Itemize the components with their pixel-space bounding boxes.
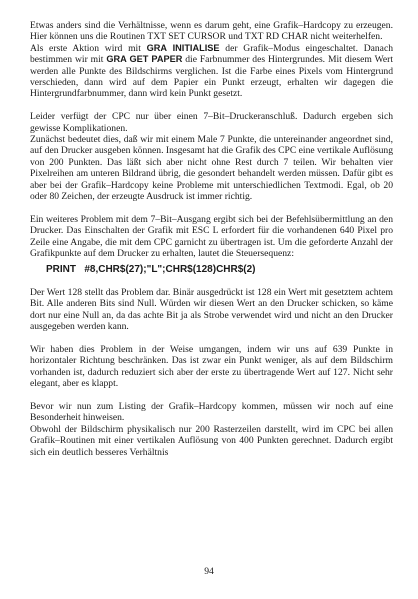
paragraph-listing-note: Bevor wir nun zum Listing der Grafik–Hardcopy kommen, müssen wir noch auf eine Besonderheit hinweisen.: [30, 400, 393, 424]
paragraph-gra-initialise: [30, 43, 393, 100]
text-column: [30, 20, 393, 458]
code-print-statement: PRINT #8,CHR$(27);"L";CHR$(128)CHR$(2): [46, 263, 256, 275]
keyword-gra-get-paper: GRA GET PAPER: [106, 54, 183, 65]
paragraph-workaround: Wir haben dies Problem in der Weise umgangen, indem wir uns auf 639 Punkte in horizontaler Richtung beschränken. Das ist zwar ein Punkt weniger, als auf dem Bildschirm vorhanden ist, dadurch reduziert sich aber der erste zu übertragende Wert auf 127. Nicht sehr elegant, aber es klappt.: [30, 343, 393, 390]
page-number: 94: [204, 566, 214, 577]
keyword-gra-initialise: GRA INITIALISE: [146, 42, 220, 53]
paragraph-resolution: Zunächst bedeutet dies, daß wir mit einem Male 7 Punkte, die untereinander angeordnet sind, auf den Drucker ausgeben können. Insgesamt hat die Grafik des CPC eine vertikale Auflösung von 200 Punkten. Das läßt sich aber nicht ohne Rest durch 7 teilen. Wir behalten vier Pixelreihen am unteren Bildrand übrig, die gesondert behandelt werden müssen. Dafür gibt es aber bei der Grafik–Hardcopy keine Probleme mit unterschiedlichen Textmodi. Egal, ob 20 oder 80 Zeichen, der erzeugte Ausdruck ist immer richtig.: [30, 134, 393, 203]
paragraph-escape-sequence: Ein weiteres Problem mit dem 7–Bit–Ausgang ergibt sich bei der Befehlsübermittlung an den Drucker. Das Einschalten der Grafik mit ESC L erfordert für die vorhandenen 640 Pixel pro Zeile eine Angabe, die mit dem CPC garnicht zu übertragen ist. Um die geforderte Anzahl der Grafikpunkte auf dem Drucker zu erhalten, lautet die Steuersequenz:: [30, 213, 393, 260]
paragraph-intro: Etwas anders sind die Verhältnisse, wenn es darum geht, eine Grafik–Hardcopy zu erzeugen. Hier können uns die Routinen TXT SET CURSOR und TXT RD CHAR nicht weiterhelfen.: [30, 20, 393, 43]
text-fragment: die Farbnummer des Hintergrundes. Mit diesem Wert werden alle Punkte des Bildschirms verglichen. Ist die Farbe eines Pixels vom Hintergrund verschieden, dann wird auf dem Papier ein Punkt erzeugt, erhalten wir dagegen die Hintergrundfarbnummer, dann wird kein Punkt gesetzt.: [30, 54, 393, 100]
text-fragment: Als erste Aktion wird mit: [30, 42, 147, 54]
paragraph-raster-lines: Obwohl der Bildschirm physikalisch nur 200 Rasterzeilen darstellt, wird im CPC bei allen Grafik–Routinen mit einer vertikalen Auflösung von 400 Punkten gerechnet. Dadurch ergibt sich ein deutlich besseres Verhältnis: [30, 423, 393, 458]
paragraph-value-128: Der Wert 128 stellt das Problem dar. Binär ausgedrückt ist 128 ein Wert mit gesetztem achtem Bit. Alle anderen Bits sind Null. Würden wir diesen Wert an den Drucker schicken, so käme dort nur eine Null an, da das achte Bit ja als Strobe verwendet wird und nicht an den Drucker ausgegeben werden kann.: [30, 286, 393, 333]
text-fragment: der Grafik–Modus eingeschaltet. Danach bestimmen wir mit: [30, 42, 393, 66]
paragraph-7bit-port: Leider verfügt der CPC nur über einen 7–Bit–Druckeranschluß. Dadurch ergeben sich gewisse Komplikationen.: [30, 111, 393, 134]
